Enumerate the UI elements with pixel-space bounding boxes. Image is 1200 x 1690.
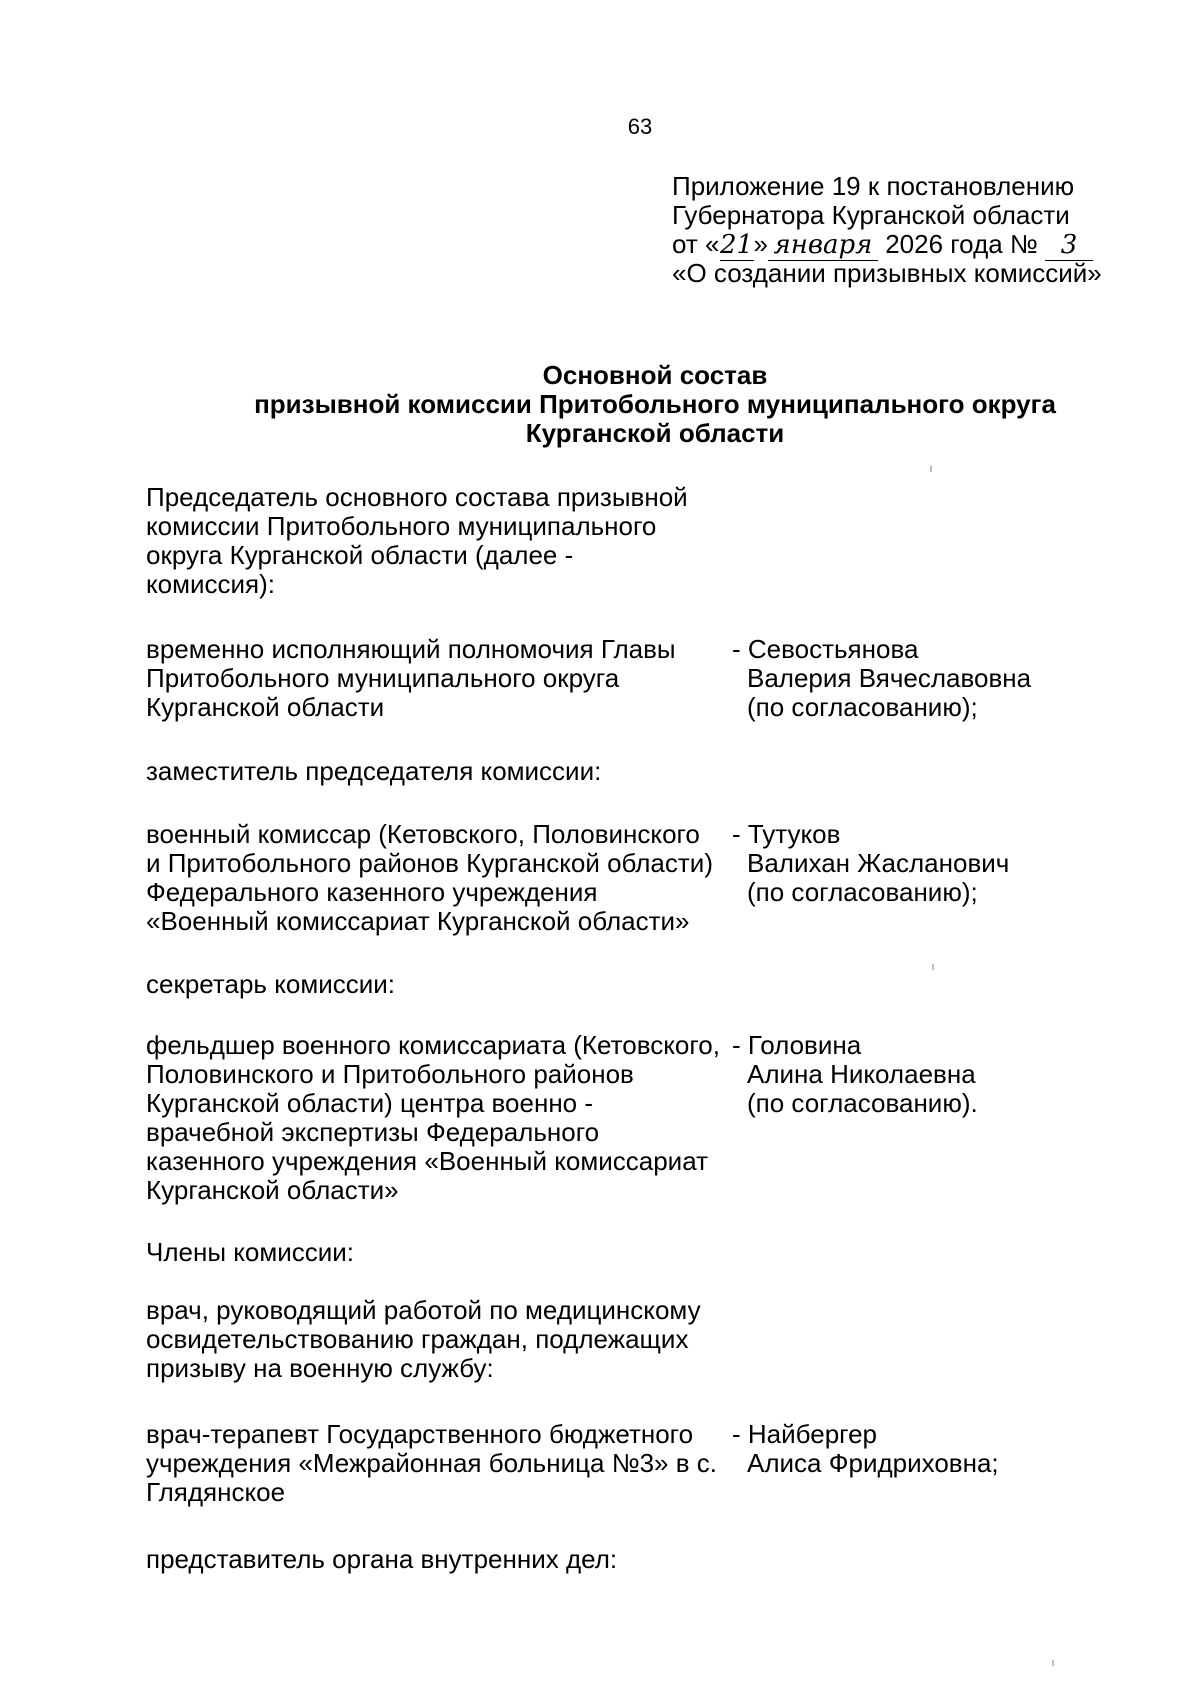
page-number: 63 [627, 114, 653, 139]
appendix-line-4: «О создании призывных комиссий» [672, 258, 1102, 288]
appendix-quote-close: » [753, 229, 768, 259]
appendix-line-1: Приложение 19 к постановлению [672, 171, 1075, 201]
scan-speck [1052, 1660, 1054, 1666]
chairman-heading: Председатель основного состава призывной комиссии Притобольного муниципального округа Курганской области (далее - комиссия): [146, 482, 688, 599]
secretary-heading: секретарь комиссии: [146, 969, 395, 999]
title-line-2: призывной комиссии Притобольного муниципального округа [254, 389, 1056, 419]
appendix-year: 2026 года № [885, 229, 1038, 259]
handwritten-month: января [768, 231, 878, 261]
appendix-line-3 [672, 230, 1102, 259]
deputy-position: военный комиссар (Кетовского, Половинского и Притобольного районов Курганской области) Федерального казенного учреждения «Военный комиссариат Курганской области» [146, 819, 713, 936]
deputy-name: - Тутуков Валихан Жасланович (по согласованию); [732, 819, 1010, 907]
doctor-heading: врач, руководящий работой по медицинскому освидетельствованию граждан, подлежащих призыву на военную службу: [146, 1295, 701, 1383]
police-heading: представитель органа внутренних дел: [146, 1544, 618, 1574]
deputy-heading: заместитель председателя комиссии: [146, 756, 602, 786]
handwritten-day: 21 [719, 230, 754, 260]
document-title [0, 361, 1200, 448]
appendix-block [672, 172, 1102, 288]
appendix-from: от [672, 229, 698, 259]
appendix-line-2: Губернатора Курганской области [672, 200, 1070, 230]
doctor-name: - Найбергер Алиса Фридриховна; [732, 1419, 999, 1478]
secretary-position: фельдшер военного комиссариата (Кетовского, Половинского и Притобольного районов Курганской области) центра военно - врачебной экспертизы Федерального казенного учреждения «Военный комиссариат Курганской области» [146, 1030, 720, 1205]
secretary-name: - Головина Алина Николаевна (по согласованию). [732, 1030, 978, 1118]
members-heading: Члены комиссии: [146, 1237, 355, 1267]
title-line-1: Основной состав [542, 360, 768, 390]
chairman-position: временно исполняющий полномочия Главы Притобольного муниципального округа Курганской области [146, 634, 676, 722]
title-line-3: Курганской области [525, 418, 785, 448]
appendix-quote-open: « [705, 229, 720, 259]
chairman-name: - Севостьянова Валерия Вячеславовна (по согласованию); [732, 634, 1032, 722]
scan-speck [930, 466, 932, 472]
doctor-position: врач-терапевт Государственного бюджетного учреждения «Межрайонная больница №3» в с. Глядянское [146, 1419, 717, 1507]
handwritten-number: 3 [1045, 231, 1093, 261]
scan-speck [932, 964, 934, 970]
